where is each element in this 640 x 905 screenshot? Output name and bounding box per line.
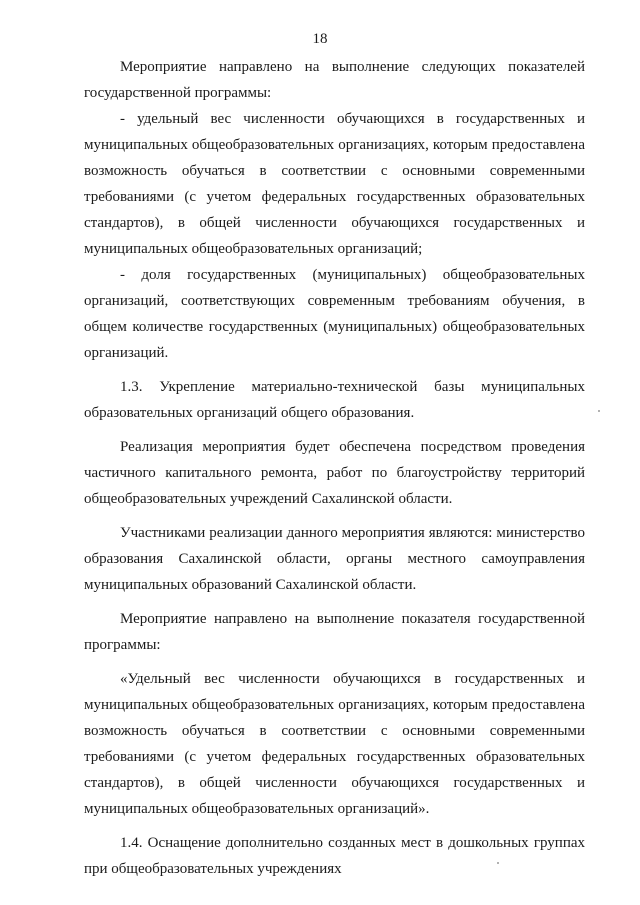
scan-speck xyxy=(497,862,499,864)
paragraph-indicator-intro: Мероприятие направлено на выполнение показателя государственной программы: xyxy=(84,611,585,653)
page-number: 18 xyxy=(312,31,328,47)
scan-speck xyxy=(598,410,600,412)
paragraph-indicator-quote: «Удельный вес численности обучающихся в государственных и муниципальных общеобразовательных организациях, которым предоставлена возможность обучаться в соответствии с основными современными требованиями (с учетом федеральных государственных образовательных стандартов), в общей численности обучающихся государственных и муниципальных общеобразовательных организаций». xyxy=(84,671,585,817)
section-heading-1-4: 1.4. Оснащение дополнительно созданных мест в дошкольных группах при общеобразовательных учреждениях xyxy=(84,835,585,877)
paragraph-indicator-share-organizations: - доля государственных (муниципальных) общеобразовательных организаций, соответствующих современным требованиям обучения, в общем количестве государственных (муниципальных) общеобразовательных организаций. xyxy=(84,267,585,361)
document-body xyxy=(84,54,585,882)
paragraph-participants: Участниками реализации данного мероприятия являются: министерство образования Сахалинской области, органы местного самоуправления муниципальных образований Сахалинской области. xyxy=(84,525,585,593)
paragraph-implementation: Реализация мероприятия будет обеспечена посредством проведения частичного капитального ремонта, работ по благоустройству территорий общеобразовательных учреждений Сахалинской области. xyxy=(84,439,585,507)
paragraph-intro: Мероприятие направлено на выполнение следующих показателей государственной программы: xyxy=(84,59,585,101)
paragraph-indicator-share-students: - удельный вес численности обучающихся в государственных и муниципальных общеобразовательных организациях, которым предоставлена возможность обучаться в соответствии с основными современными требованиями (с учетом федеральных государственных образовательных стандартов), в общей численности обучающихся государственных и муниципальных общеобразовательных организаций; xyxy=(84,111,585,257)
section-heading-1-3: 1.3. Укрепление материально-технической базы муниципальных образовательных организаций общего образования. xyxy=(84,379,585,421)
